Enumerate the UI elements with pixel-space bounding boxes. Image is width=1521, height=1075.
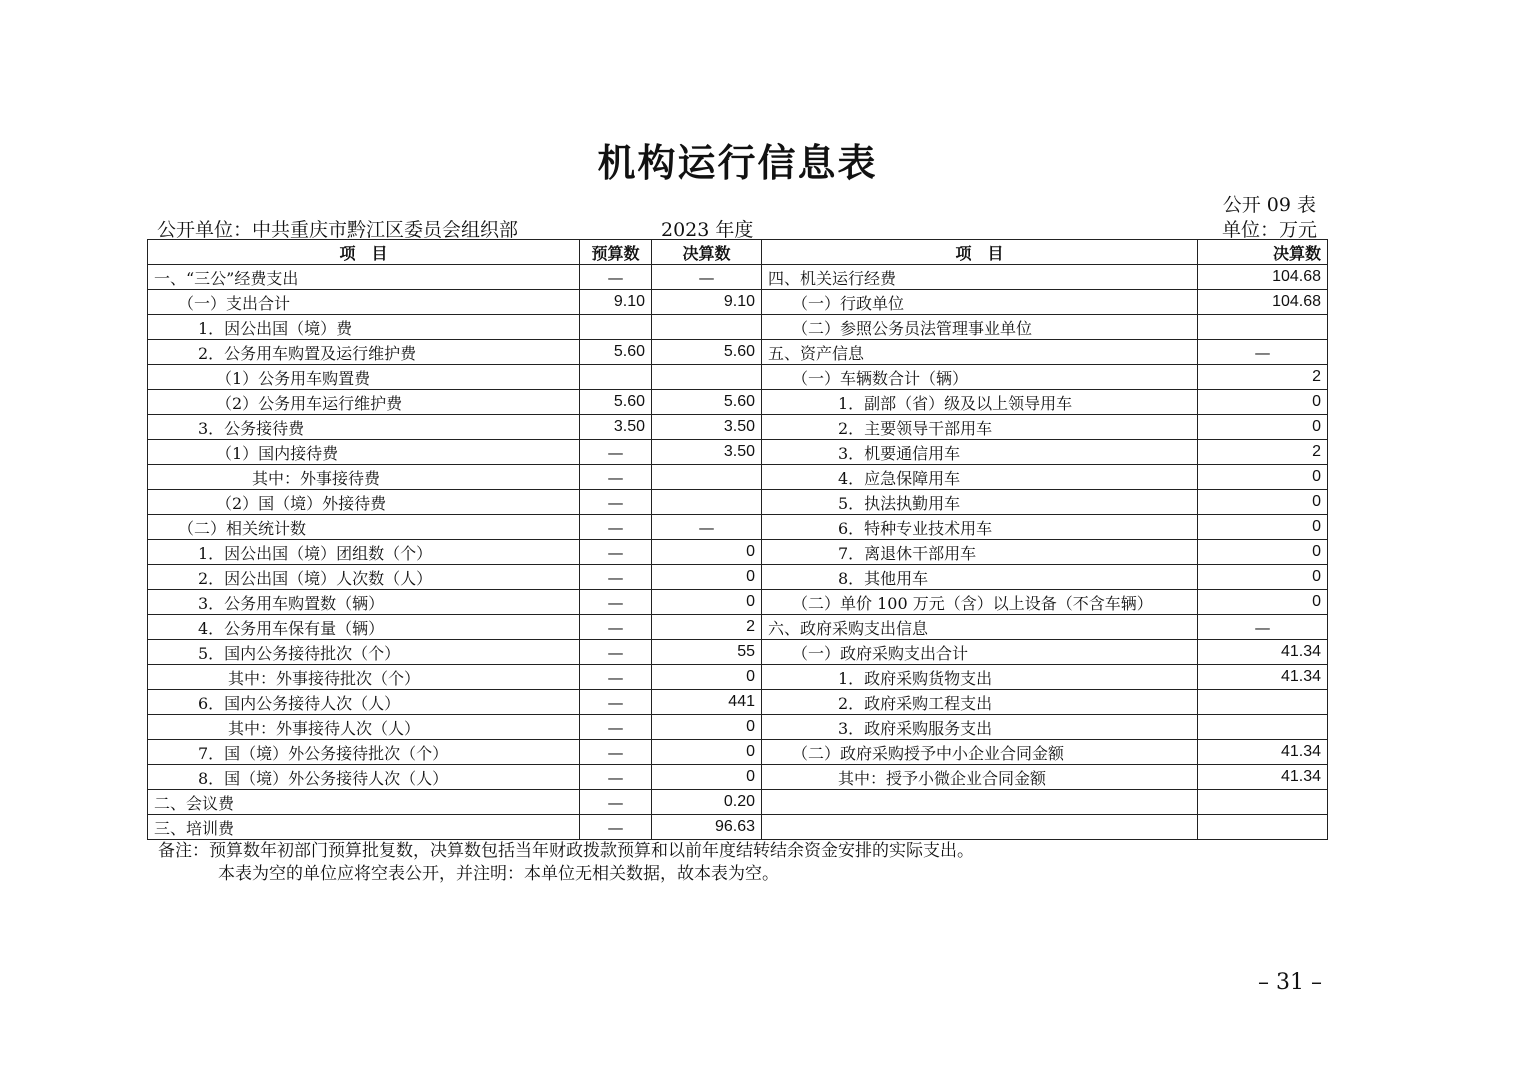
- fiscal-year: 2023 年度: [661, 219, 754, 241]
- header-final: 决算数: [652, 240, 762, 265]
- budget-value: —: [580, 565, 652, 590]
- right-final-value: 0: [1198, 490, 1328, 515]
- form-number: 公开 09 表: [1222, 194, 1316, 216]
- budget-value: —: [580, 740, 652, 765]
- right-final-value: 0: [1198, 465, 1328, 490]
- right-item-label: 1．政府采购货物支出: [762, 665, 1198, 690]
- final-value: [652, 490, 762, 515]
- unit-line: [157, 215, 1317, 239]
- final-value: 5.60: [652, 340, 762, 365]
- budget-value: —: [580, 440, 652, 465]
- right-item-label: （一）政府采购支出合计: [762, 640, 1198, 665]
- budget-value: —: [580, 815, 652, 840]
- budget-value: —: [580, 690, 652, 715]
- table-row: [148, 615, 1328, 640]
- currency-unit: 单位：万元: [1221, 219, 1317, 241]
- right-final-value: 0: [1198, 390, 1328, 415]
- final-value: 3.50: [652, 415, 762, 440]
- header-right-item: 项 目: [762, 240, 1198, 265]
- right-item-label: 五、资产信息: [762, 340, 1198, 365]
- notes: [158, 840, 974, 886]
- left-item-label: 其中：外事接待人次（人）: [148, 715, 580, 740]
- right-item-label: 3．政府采购服务支出: [762, 715, 1198, 740]
- final-value: 3.50: [652, 440, 762, 465]
- budget-value: —: [580, 265, 652, 290]
- table-row: [148, 390, 1328, 415]
- right-item-label: 7．离退休干部用车: [762, 540, 1198, 565]
- table-row: [148, 315, 1328, 340]
- budget-value: —: [580, 665, 652, 690]
- final-value: 55: [652, 640, 762, 665]
- budget-value: —: [580, 490, 652, 515]
- table-row: [148, 640, 1328, 665]
- left-item-label: 5．国内公务接待批次（个）: [148, 640, 580, 665]
- right-item-label: 3．机要通信用车: [762, 440, 1198, 465]
- budget-value: —: [580, 790, 652, 815]
- left-item-label: 1．因公出国（境）费: [148, 315, 580, 340]
- left-item-label: （二）相关统计数: [148, 515, 580, 540]
- right-item-label: 2．主要领导干部用车: [762, 415, 1198, 440]
- right-item-label: （二）政府采购授予中小企业合同金额: [762, 740, 1198, 765]
- right-item-label: 六、政府采购支出信息: [762, 615, 1198, 640]
- budget-value: 3.50: [580, 415, 652, 440]
- right-item-label: 8．其他用车: [762, 565, 1198, 590]
- left-item-label: 三、培训费: [148, 815, 580, 840]
- right-final-value: 41.34: [1198, 665, 1328, 690]
- table-row: [148, 515, 1328, 540]
- left-item-label: 其中：外事接待费: [148, 465, 580, 490]
- reporting-unit: 公开单位：中共重庆市黔江区委员会组织部: [157, 219, 519, 241]
- right-final-value: 104.68: [1198, 290, 1328, 315]
- left-item-label: （1）公务用车购置费: [148, 365, 580, 390]
- right-final-value: 2: [1198, 440, 1328, 465]
- final-value: 0: [652, 765, 762, 790]
- left-item-label: 1．因公出国（境）团组数（个）: [148, 540, 580, 565]
- right-item-label: （二）单价 100 万元（含）以上设备（不含车辆）: [762, 590, 1198, 615]
- info-table: [147, 239, 1328, 840]
- table-row: [148, 665, 1328, 690]
- left-item-label: 8．国（境）外公务接待人次（人）: [148, 765, 580, 790]
- table-row: [148, 740, 1328, 765]
- table-row: [148, 790, 1328, 815]
- budget-value: —: [580, 515, 652, 540]
- final-value: 0: [652, 540, 762, 565]
- budget-value: —: [580, 540, 652, 565]
- right-final-value: 0: [1198, 590, 1328, 615]
- page-title: 机构运行信息表: [597, 140, 878, 185]
- final-value: 2: [652, 615, 762, 640]
- table-row: [148, 540, 1328, 565]
- budget-value: 5.60: [580, 340, 652, 365]
- right-item-label: [762, 815, 1198, 840]
- table-row: [148, 290, 1328, 315]
- final-value: 441: [652, 690, 762, 715]
- right-item-label: 2．政府采购工程支出: [762, 690, 1198, 715]
- table-row: [148, 440, 1328, 465]
- final-value: [652, 365, 762, 390]
- left-item-label: 其中：外事接待批次（个）: [148, 665, 580, 690]
- right-final-value: 0: [1198, 515, 1328, 540]
- right-item-label: （一）行政单位: [762, 290, 1198, 315]
- right-final-value: —: [1198, 340, 1328, 365]
- right-item-label: 1．副部（省）级及以上领导用车: [762, 390, 1198, 415]
- table-row: [148, 690, 1328, 715]
- budget-value: —: [580, 590, 652, 615]
- table-row: [148, 365, 1328, 390]
- table-row: [148, 265, 1328, 290]
- final-value: —: [652, 265, 762, 290]
- table-row: [148, 415, 1328, 440]
- right-item-label: 其中：授予小微企业合同金额: [762, 765, 1198, 790]
- right-final-value: —: [1198, 615, 1328, 640]
- right-final-value: [1198, 690, 1328, 715]
- final-value: 9.10: [652, 290, 762, 315]
- left-item-label: 3．公务接待费: [148, 415, 580, 440]
- right-final-value: [1198, 790, 1328, 815]
- final-value: 0: [652, 715, 762, 740]
- table-row: [148, 815, 1328, 840]
- left-item-label: 7．国（境）外公务接待批次（个）: [148, 740, 580, 765]
- final-value: 0: [652, 565, 762, 590]
- budget-value: —: [580, 715, 652, 740]
- budget-value: —: [580, 615, 652, 640]
- left-item-label: 3．公务用车购置数（辆）: [148, 590, 580, 615]
- final-value: 0: [652, 740, 762, 765]
- left-item-label: 4．公务用车保有量（辆）: [148, 615, 580, 640]
- note-line: 本表为空的单位应将空表公开，并注明：本单位无相关数据，故本表为空。: [218, 864, 779, 884]
- table-row: [148, 565, 1328, 590]
- table-row: [148, 590, 1328, 615]
- final-value: 0: [652, 665, 762, 690]
- left-item-label: （2）公务用车运行维护费: [148, 390, 580, 415]
- right-final-value: [1198, 815, 1328, 840]
- right-final-value: 0: [1198, 415, 1328, 440]
- right-item-label: [762, 790, 1198, 815]
- left-item-label: （2）国（境）外接待费: [148, 490, 580, 515]
- right-final-value: 0: [1198, 565, 1328, 590]
- final-value: 96.63: [652, 815, 762, 840]
- budget-value: —: [580, 765, 652, 790]
- table-row: [148, 340, 1328, 365]
- budget-value: 5.60: [580, 390, 652, 415]
- right-final-value: 104.68: [1198, 265, 1328, 290]
- left-item-label: 二、会议费: [148, 790, 580, 815]
- right-final-value: [1198, 715, 1328, 740]
- table-row: [148, 465, 1328, 490]
- left-item-label: （1）国内接待费: [148, 440, 580, 465]
- final-value: [652, 315, 762, 340]
- right-final-value: 0: [1198, 540, 1328, 565]
- final-value: —: [652, 515, 762, 540]
- table-row: [148, 490, 1328, 515]
- left-item-label: 6．国内公务接待人次（人）: [148, 690, 580, 715]
- table-body: [148, 265, 1328, 840]
- budget-value: [580, 365, 652, 390]
- header-budget: 预算数: [580, 240, 652, 265]
- right-item-label: （一）车辆数合计（辆）: [762, 365, 1198, 390]
- right-final-value: 41.34: [1198, 740, 1328, 765]
- right-final-value: 2: [1198, 365, 1328, 390]
- final-value: 0.20: [652, 790, 762, 815]
- final-value: 0: [652, 590, 762, 615]
- right-item-label: 6．特种专业技术用车: [762, 515, 1198, 540]
- right-final-value: 41.34: [1198, 640, 1328, 665]
- note-line: 备注：预算数年初部门预算批复数，决算数包括当年财政拨款预算和以前年度结转结余资金安排的实际支出。: [158, 841, 974, 861]
- right-item-label: （二）参照公务员法管理事业单位: [762, 315, 1198, 340]
- left-item-label: 2．公务用车购置及运行维护费: [148, 340, 580, 365]
- right-item-label: 4．应急保障用车: [762, 465, 1198, 490]
- left-item-label: （一）支出合计: [148, 290, 580, 315]
- left-item-label: 2．因公出国（境）人次数（人）: [148, 565, 580, 590]
- budget-value: —: [580, 465, 652, 490]
- header-left-item: 项 目: [148, 240, 580, 265]
- budget-value: —: [580, 640, 652, 665]
- page-number: – 31 –: [1258, 970, 1322, 995]
- left-item-label: 一、“三公”经费支出: [148, 265, 580, 290]
- final-value: 5.60: [652, 390, 762, 415]
- budget-value: 9.10: [580, 290, 652, 315]
- right-item-label: 四、机关运行经费: [762, 265, 1198, 290]
- table-row: [148, 715, 1328, 740]
- right-item-label: 5．执法执勤用车: [762, 490, 1198, 515]
- right-final-value: [1198, 315, 1328, 340]
- right-final-value: 41.34: [1198, 765, 1328, 790]
- table-row: [148, 765, 1328, 790]
- header-right-final: 决算数: [1198, 240, 1328, 265]
- final-value: [652, 465, 762, 490]
- table-header-row: [148, 240, 1328, 265]
- budget-value: [580, 315, 652, 340]
